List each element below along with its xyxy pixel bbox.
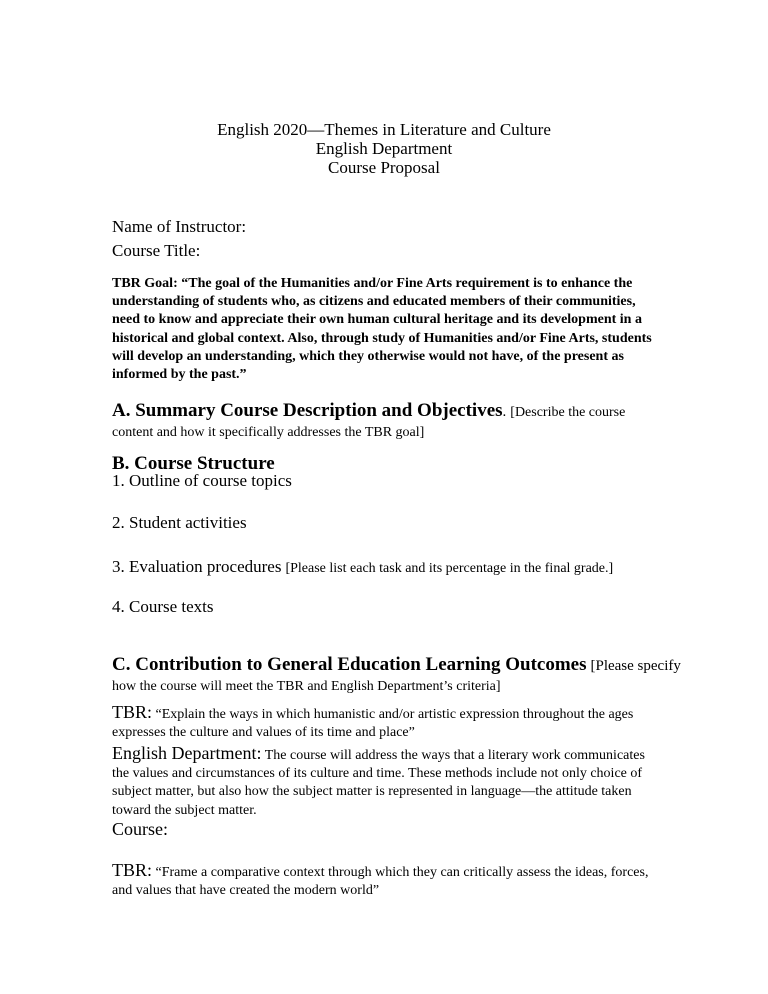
tbr-outcome-1-text: “Explain the ways in which humanistic and/or artistic expression throughout the ages expresses the culture and values of its time and place” xyxy=(112,707,634,741)
document-subtitle: Course Proposal xyxy=(328,158,440,177)
student-activities-item: 2. Student activities xyxy=(112,513,247,532)
tbr-label: TBR: xyxy=(112,702,153,722)
department-name: English Department xyxy=(315,139,453,158)
section-b-heading: B. Course Structure xyxy=(112,453,275,474)
section-a-heading-line xyxy=(112,400,678,422)
evaluation-procedures-line xyxy=(112,557,678,577)
english-department-text: The course will address the ways that a literary work communicates the values and circumstances of its culture and time. These methods include not only choice of subject matter, but also how the subject matter is represented in language—the attitude taken toward the subject matter. xyxy=(112,748,645,818)
section-a-note-continued: content and how it specifically addresses the TBR goal] xyxy=(112,425,425,440)
section-c-note: [Please specify xyxy=(590,658,681,674)
course-texts-item: 4. Course texts xyxy=(112,597,214,616)
section-c-note-continued: how the course will meet the TBR and English Department’s criteria] xyxy=(112,679,501,694)
course-label: Course: xyxy=(112,819,168,839)
english-department-label: English Department: xyxy=(112,743,262,763)
section-a-period: . xyxy=(502,404,507,420)
document-title: English 2020—Themes in Literature and Culture xyxy=(217,120,551,139)
instructor-label: Name of Instructor: xyxy=(112,217,247,236)
section-c-heading-line xyxy=(112,654,681,676)
outline-topics-item: 1. Outline of course topics xyxy=(112,471,292,490)
tbr-outcome-2 xyxy=(112,861,668,900)
section-c-heading: C. Contribution to General Education Learning Outcomes xyxy=(112,654,587,675)
tbr-outcome-1 xyxy=(112,703,660,742)
evaluation-procedures-item: 3. Evaluation procedures xyxy=(112,557,282,576)
tbr-label: TBR: xyxy=(112,860,153,880)
course-title-label: Course Title: xyxy=(112,241,201,260)
tbr-goal-paragraph: TBR Goal: “The goal of the Humanities and/or Fine Arts requirement is to enhance the understanding of students who, as citizens and educated members of their communities, need to know and appreciate their own human cultural heritage and its development in a historical and global context. Also, through study of Humanities and/or Fine Arts, students will develop an understanding, which they otherwise would not have, of the present as informed by the past.” xyxy=(112,276,652,383)
section-a-heading: A. Summary Course Description and Objectives xyxy=(112,400,503,421)
evaluation-procedures-note: [Please list each task and its percentage in the final grade.] xyxy=(285,561,614,576)
section-a-note: [Describe the course xyxy=(510,405,626,420)
tbr-outcome-2-text: “Frame a comparative context through which they can critically assess the ideas, forces, and values that have created the modern world” xyxy=(112,865,649,899)
english-department-criteria xyxy=(112,744,660,820)
